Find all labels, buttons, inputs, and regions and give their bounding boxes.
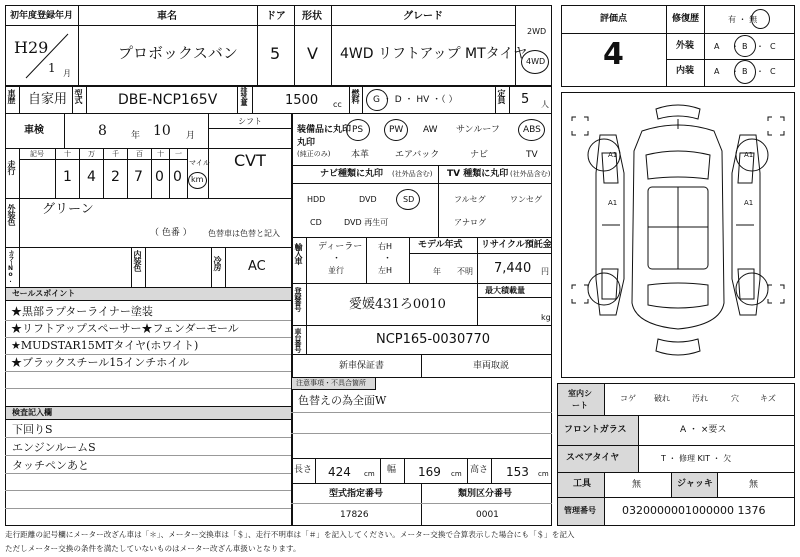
height-label: 高さ [470, 465, 489, 475]
ext-grade-b: B [742, 42, 748, 51]
tv-analog: アナログ [454, 218, 486, 227]
model-year-unknown: 不明 [457, 267, 473, 276]
warranty-new: 新車保証書 [339, 361, 385, 371]
length-unit: cm [364, 470, 375, 478]
damage-a1-mid-right: A1 [744, 199, 754, 207]
score-label: 評価点 [600, 14, 628, 24]
shift-label: シフト [238, 117, 262, 126]
color-no-label: カラーNo. [7, 250, 14, 283]
equipment-sublabel: (純正のみ) [297, 150, 331, 158]
reg-era-year: H29 [14, 38, 49, 57]
equip-leather: 本革 [351, 150, 370, 160]
sheet-scratch: キズ [760, 394, 776, 403]
reg-month-unit: 月 [63, 69, 71, 78]
inspection-month-unit: 月 [186, 131, 196, 141]
capacity-label: 定員 [497, 89, 506, 103]
door-label: ドア [266, 11, 286, 22]
inspector-label: 検査記入欄 [12, 408, 52, 417]
inspector-note-3: タッチペンあと [12, 459, 89, 472]
ext-dot-1: ・ [731, 42, 739, 51]
designation-value: 17826 [340, 510, 369, 520]
navi-sub: (社外品含む) [392, 170, 433, 178]
drive-2wd: 2WD [527, 27, 547, 36]
navi-dvd: DVD [359, 195, 377, 204]
model: DBE-NCP165V [118, 92, 218, 108]
reg-month: 1 [48, 61, 56, 75]
category-no-label: 類別区分番号 [458, 489, 513, 499]
equipment-label: 装備品に丸印 [297, 125, 352, 135]
height-unit: cm [538, 470, 549, 478]
windshield-label: フロントガラス [564, 425, 627, 435]
navi-cd: CD [310, 218, 322, 227]
length-value: 424 [328, 465, 351, 479]
fuel-label: 燃料 [351, 89, 360, 103]
registration-label: 登録番号 [294, 287, 302, 311]
category-no-value: 0001 [476, 510, 499, 520]
damage-a1-top-right: A1 [744, 151, 754, 159]
sales-point-1: ★黒部ラプターライナー塗装 [11, 305, 153, 318]
equip-airbag: エアバック [395, 150, 440, 160]
windshield-value: A ・ ×要ス [680, 425, 727, 435]
inspection-label: 車検 [24, 125, 44, 136]
ext-grade-a: A [714, 42, 720, 51]
mileage-digit-3: 7 [134, 169, 143, 185]
inspection-year: 8 [98, 123, 107, 139]
mileage-unit-6: 一 [175, 150, 182, 158]
mileage-unit-2: 万 [88, 150, 95, 158]
mileage-label: 走行 [7, 160, 16, 174]
max-load-label: 最大積載量 [485, 286, 525, 295]
width-label: 幅 [387, 465, 397, 475]
management-value: 0320000001000000 1376 [622, 504, 766, 517]
int-dot-1: ・ [731, 67, 739, 76]
import-label: 輸入車 [294, 243, 303, 264]
tv-oneseg: ワンセグ [510, 195, 542, 204]
inspector-note-2: エンジンルームS [12, 441, 96, 454]
ac-value: AC [248, 259, 266, 274]
navi-dvd-play: DVD 再生可 [344, 218, 389, 227]
repair-none-circle [751, 9, 770, 29]
interior-grade-label: 内装 [676, 66, 695, 76]
exterior-color: グリーン [42, 202, 94, 217]
import-dot-2: ・ [383, 254, 393, 264]
spare-tire-label: スペアタイヤ [566, 453, 620, 463]
mileage-digit-4: 0 [155, 169, 164, 185]
grade: 4WD リフトアップ MTタイヤ [340, 46, 528, 62]
equip-pw: PW [389, 125, 404, 135]
footer-line-2: ただしメーター交換の条件を満たしていないものはメーター改ざん車扱いとなります。 [5, 544, 301, 553]
inspector-note-1: 下回りS [12, 423, 53, 436]
ac-label: 冷房 [213, 256, 222, 270]
equip-sunroof: サンルーフ [456, 125, 500, 135]
car-name: プロボックスバン [118, 44, 238, 62]
int-dot-2: ・ [756, 67, 764, 76]
mileage-km: km [191, 175, 204, 184]
inspection-month: 10 [153, 123, 171, 139]
car-diagram [562, 93, 794, 377]
jack-value: 無 [749, 480, 759, 490]
repair-label: 修復歴 [672, 14, 700, 24]
mileage-unit-5: 十 [157, 150, 164, 158]
shape-label: 形状 [302, 11, 322, 22]
drive-4wd: 4WD [526, 57, 546, 66]
score-value: 4 [603, 37, 624, 72]
damage-a1-mid-left: A1 [608, 199, 618, 207]
displacement: 1500 [285, 93, 319, 108]
spare-tire-value: T ・ 修理 KIT ・ 欠 [661, 454, 732, 463]
management-label: 管理番号 [564, 506, 596, 515]
equipment-label-2: 丸印 [297, 138, 316, 148]
mileage-unit-1: 十 [64, 150, 71, 158]
sheet-dirt: 汚れ [692, 394, 708, 403]
warranty-manual: 車両取説 [473, 361, 510, 371]
doors: 5 [270, 44, 281, 63]
tools-label: 工具 [573, 479, 592, 489]
inspection-year-unit: 年 [131, 131, 141, 141]
mileage-mile: マイル [189, 159, 210, 167]
model-year-label: モデル年式 [418, 240, 463, 250]
exterior-color-label: 外装色 [7, 204, 16, 225]
import-rh: 右H [378, 242, 393, 251]
width-value: 169 [418, 465, 441, 479]
length-label: 長さ [294, 465, 313, 475]
grade-label: グレード [403, 11, 443, 22]
shift: CVT [234, 151, 266, 170]
int-grade-b: B [742, 67, 748, 76]
equip-tv: TV [526, 150, 538, 160]
sales-point-3: ★MUDSTAR15MTタイヤ(ホワイト) [11, 339, 199, 352]
tv-fullseg: フルセグ [454, 195, 486, 204]
height-value: 153 [506, 465, 529, 479]
int-grade-c: C [770, 67, 776, 76]
tools-value: 無 [632, 480, 642, 490]
tv-sub: (社外品含む) [510, 170, 551, 178]
model-year-unit: 年 [433, 267, 441, 276]
damage-a1-top-left: A1 [608, 151, 618, 159]
chassis-label: 車台番号 [294, 328, 302, 352]
mileage-unit-4: 百 [136, 150, 143, 158]
chassis-value: NCP165-0030770 [376, 332, 491, 347]
max-load-unit: kg [541, 313, 551, 322]
color-number-label: （ 色番 ） [150, 228, 192, 238]
ext-grade-c: C [770, 42, 776, 51]
int-grade-a: A [714, 67, 720, 76]
notes-label: 注意事項・不具合箇所 [296, 379, 366, 387]
displacement-label: 排気量 [240, 87, 248, 105]
recycle-yen: 円 [541, 267, 549, 276]
category-label: 車歴 [7, 89, 16, 103]
recycle-label: リサイクル預託金 [481, 240, 552, 250]
tv-label: TV 種類に丸印 [447, 169, 509, 179]
recycle-value: 7,440 [494, 261, 532, 276]
sales-points-label: セールスポイント [12, 289, 76, 298]
ext-dot-2: ・ [756, 42, 764, 51]
color-change-note: 色替車は色替と記入 [208, 229, 280, 238]
mileage-digit-1: 4 [87, 169, 96, 185]
navi-sd: SD [403, 195, 415, 204]
capacity-unit: 人 [541, 100, 549, 109]
sheet-hole: 穴 [731, 394, 739, 403]
capacity: 5 [521, 92, 530, 107]
mileage-digit-5: 0 [173, 169, 182, 185]
interior-sheet-label: 室内シート [568, 389, 592, 410]
import-lh: 左H [378, 266, 393, 275]
mileage-unit-0: 記号 [30, 150, 44, 158]
navi-hdd: HDD [307, 195, 326, 204]
repair-options: 有 ・ 無 [728, 15, 758, 24]
equip-ps: PS [352, 125, 364, 135]
cc-unit: cc [333, 100, 342, 109]
footer-line-1: 走行距離の記号欄にメーター改ざん車は「＊」、メーター交換車は「＄」、走行不明車は「＃」を記入してください。メーター交換で合算表示した場合にも「＄」を記入 [5, 530, 575, 539]
sheet-burn: コゲ [620, 394, 636, 403]
sheet-tear: 破れ [654, 394, 670, 403]
sales-point-4: ★ブラックスチール15インチホイル [11, 356, 190, 369]
import-parallel: 並行 [328, 266, 344, 275]
mileage-unit-3: 千 [112, 150, 119, 158]
shape: V [307, 44, 318, 63]
exterior-grade-label: 外装 [676, 41, 695, 51]
navi-label: ナビ種類に丸印 [320, 169, 384, 179]
mileage-digit-0: 1 [63, 169, 72, 185]
car-name-label: 車名 [157, 11, 177, 22]
equip-navi: ナビ [470, 150, 489, 160]
category: 自家用 [28, 92, 68, 107]
sales-point-2: ★リフトアップスペーサー★フェンダーモール [11, 322, 239, 335]
jack-label: ジャッキ [677, 479, 713, 489]
registration-value: 愛媛431ろ0010 [349, 297, 446, 312]
notes-value: 色替えの為全面W [298, 394, 387, 407]
fuel-options: G ・ D ・ HV ・（ ） [373, 95, 458, 105]
designation-label: 型式指定番号 [329, 489, 384, 499]
import-dot-1: ・ [332, 254, 342, 264]
equip-abs: ABS [523, 125, 541, 135]
mileage-digit-2: 2 [111, 169, 120, 185]
model-label: 型式 [74, 89, 83, 103]
width-unit: cm [451, 470, 462, 478]
interior-color-label: 内装色 [133, 250, 142, 271]
import-dealer: ディーラー [318, 242, 363, 252]
reg-year-label: 初年度登録年月 [10, 11, 74, 21]
equip-aw: AW [423, 125, 438, 135]
